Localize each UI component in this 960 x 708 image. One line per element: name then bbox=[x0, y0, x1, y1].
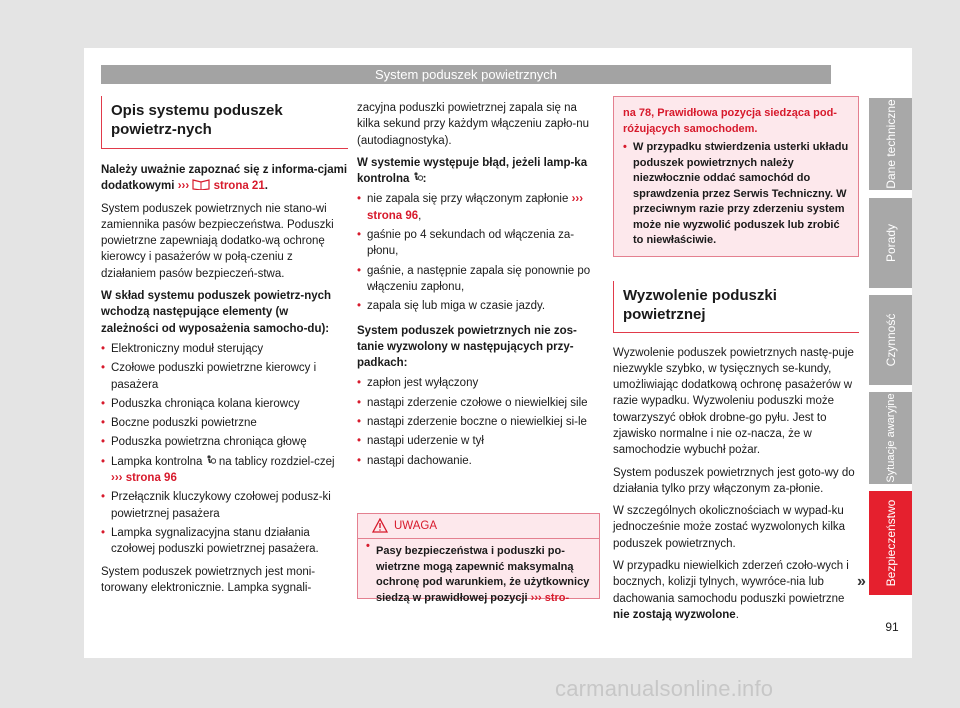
warning-header bbox=[358, 514, 599, 539]
airbag-warning-icon bbox=[206, 455, 216, 466]
paragraph: System poduszek powietrznych nie stano-wi zamiennika pasów bezpieczeństwa. Poduszki powietrzne zapewniają dodatko-wą ochronę kierowcy i pasażerów w połą-czeniu z działaniem pasów bezpieczeń-stwa. bbox=[101, 202, 334, 280]
page-header: System poduszek powietrznych bbox=[101, 65, 831, 84]
page-link[interactable]: strona 96 bbox=[367, 209, 419, 222]
page-link[interactable]: strona 96 bbox=[125, 472, 177, 485]
list-item: • Lampka sygnalizacyjna stanu działania czołowej poduszki powietrznej pasażera. bbox=[101, 525, 348, 558]
column-2 bbox=[357, 100, 603, 472]
tab-porady[interactable]: Porady bbox=[869, 198, 912, 288]
warning-box bbox=[357, 513, 600, 604]
page-link[interactable]: strona 21 bbox=[213, 180, 265, 193]
paragraph: W przypadku niewielkich zderzeń czoło-wych i bocznych, kolizji tylnych, wywróce-nia lub dachowania samochodu poduszki powietrzne nie zostają wyzwolone. bbox=[613, 560, 849, 621]
intro-note: Należy uważnie zapoznać się z informa-cjami dodatkowymi ››› strona 21. bbox=[101, 164, 348, 193]
list-item: • nastąpi zderzenie czołowe o niewielkiej sile bbox=[357, 395, 603, 411]
ref-arrow: ››› bbox=[530, 591, 542, 604]
column-3 bbox=[613, 96, 859, 629]
paragraph: zacyjna poduszki powietrznej zapala się na kilka sekund przy każdym włączeniu zapło-nu (autodiagnostyka). bbox=[357, 102, 590, 147]
paragraph: Wyzwolenie poduszek powietrznych nastę-puje niezwykle szybko, w tysięcznych se-kundy, umożliwiając dodatkową ochronę pasażerów w razie wypadku. Wyzwoleniu poduszki może towarzyszyć obłok drobne-go pyłu. Jest to zjawisko normalne i nie oz-nacza, że w samochodzie wybuchł pożar. bbox=[613, 346, 854, 457]
page-link[interactable]: na 78, Prawidłowa pozycja siedząca pod-różujących samochodem. bbox=[623, 107, 837, 135]
subheading: System poduszek powietrznych nie zos-tanie wyzwolony w następujących przy-padkach: bbox=[357, 324, 577, 370]
subheading: W skład systemu poduszek powietrz-nych wchodzą następujące elementy (w zależności od wyposażenia samocho-du): bbox=[101, 290, 332, 335]
tab-bezpieczenstwo[interactable]: Bezpieczeństwo bbox=[869, 491, 912, 595]
list-item: • nastąpi dachowanie. bbox=[357, 453, 603, 469]
list-item: • Elektroniczny moduł sterujący bbox=[101, 341, 348, 357]
list-item: • Lampka kontrolna na tablicy rozdziel-czej ››› strona 96 bbox=[101, 454, 348, 487]
list-item: • Poduszka powietrzna chroniąca głowę bbox=[101, 434, 348, 450]
page-number: 91 bbox=[885, 620, 899, 634]
list-item: • Czołowe poduszki powietrzne kierowcy i pasażera bbox=[101, 360, 348, 393]
page-link[interactable]: stro- bbox=[544, 591, 570, 604]
list-item: • nie zapala się przy włączonym zapłonie ››› strona 96, bbox=[357, 191, 603, 224]
section-heading: Opis systemu poduszek powietrz-nych bbox=[111, 102, 283, 138]
list-item: • nastąpi uderzenie w tył bbox=[357, 433, 603, 449]
list-item: • Przełącznik kluczykowy czołowej podusz-ki powietrznej pasażera bbox=[101, 489, 348, 522]
list-item: • W przypadku stwierdzenia usterki układu poduszek powietrznych należy niezwłocznie oddać samochód do sprawdzenia przez Serwis Techniczny. W przeciwnym razie przy zderzeniu system może nie wyzwolić poduszek lub zrobić to niewłaściwie. bbox=[623, 140, 850, 249]
tab-dane-techniczne[interactable]: Dane techniczne bbox=[869, 98, 912, 190]
list-item: • gaśnie, a następnie zapala się ponownie po włączeniu zapłonu, bbox=[357, 263, 603, 296]
airbag-warning-icon bbox=[413, 172, 423, 183]
tab-sytuacje-awaryjne[interactable]: Sytuacje awaryjne bbox=[869, 392, 912, 484]
ref-arrow: ››› bbox=[177, 180, 190, 193]
watermark: carmanualsonline.info bbox=[555, 676, 774, 701]
section-heading-box bbox=[101, 96, 348, 149]
list-item: • zapłon jest wyłączony bbox=[357, 375, 603, 391]
continue-arrow: » bbox=[857, 573, 866, 590]
paragraph: System poduszek powietrznych jest goto-wy do działania tylko przy włączonym za-płonie. bbox=[613, 466, 855, 495]
section-heading-box bbox=[613, 281, 859, 333]
warning-triangle-icon bbox=[372, 518, 388, 533]
warning-label: UWAGA bbox=[394, 520, 438, 532]
list-item: • gaśnie po 4 sekundach od włączenia za-płonu, bbox=[357, 227, 603, 260]
ref-arrow: ››› bbox=[111, 472, 123, 485]
section-heading: Wyzwolenie poduszki powietrznej bbox=[623, 286, 777, 323]
subheading: W systemie występuje błąd, jeżeli lamp-ka kontrolna : bbox=[357, 156, 588, 186]
paragraph: W szczególnych okolicznościach w wypad-ku jednocześnie może zostać wyzwolonych kilka poduszek powietrznych. bbox=[613, 505, 846, 550]
list-item: • zapala się lub miga w czasie jazdy. bbox=[357, 298, 603, 314]
warning-text: • Pasy bezpieczeństwa i poduszki po-wietrzne mogą zapewnić maksymalną ochronę pod warunkiem, że użytkownicy siedzą w prawidłowej pozycji ››› stro- bbox=[366, 539, 599, 606]
paragraph: System poduszek powietrznych jest moni-torowany elektronicznie. Lampka sygnali- bbox=[101, 565, 316, 594]
book-icon bbox=[192, 178, 210, 190]
list-item: • Poduszka chroniąca kolana kierowcy bbox=[101, 396, 348, 412]
list-item: • Boczne poduszki powietrzne bbox=[101, 415, 348, 431]
ref-arrow: ››› bbox=[571, 193, 584, 206]
list-item: • nastąpi zderzenie boczne o niewielkiej si-le bbox=[357, 414, 603, 430]
column-1 bbox=[101, 96, 348, 602]
warning-continuation-box bbox=[613, 96, 859, 257]
tab-czynnosc[interactable]: Czynność bbox=[869, 295, 912, 385]
